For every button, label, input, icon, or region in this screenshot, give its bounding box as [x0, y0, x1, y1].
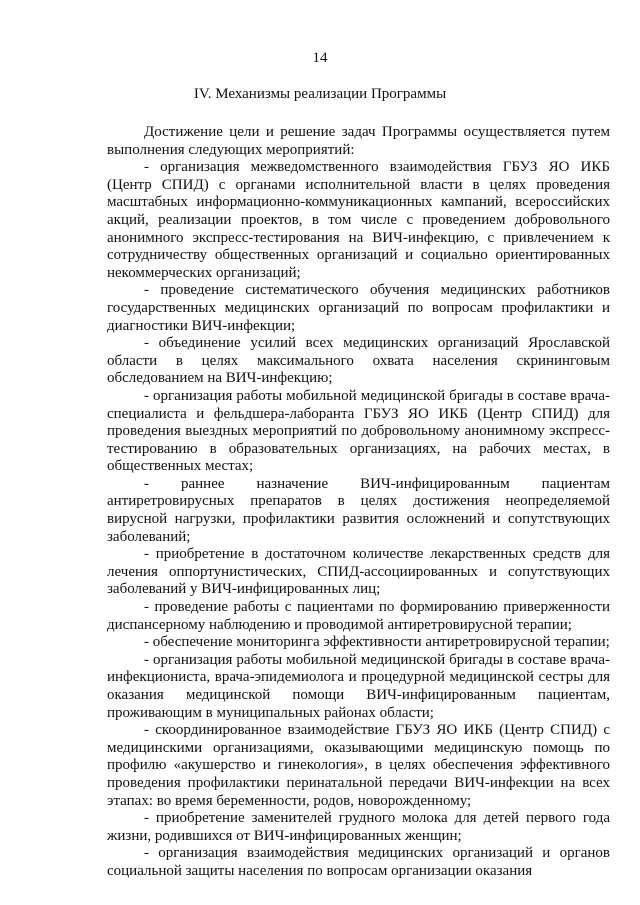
list-item: - приобретение в достаточном количестве лекарственных средств для лечения оппортунистических, СПИД-ассоциированных и сопутствующих заболеваний у ВИЧ-инфицированных лиц; — [107, 546, 610, 598]
list-item: - проведение работы с пациентами по формированию приверженности диспансерному наблюдению и проводимой антиретровирусной терапии; — [107, 599, 610, 633]
list-item: - раннее назначение ВИЧ-инфицированным пациентам антиретровирусных препаратов в целях достижения неопределяемой вирусной нагрузки, профилактики развития осложнений и сопутствующих заболеваний; — [107, 475, 610, 545]
intro-paragraph: Достижение цели и решение задач Программы осуществляется путем выполнения следующих мероприятий: — [107, 124, 610, 158]
list-item: - организация работы мобильной медицинской бригады в составе врача-инфекциониста, врача-эпидемиолога и процедурной медицинской сестры для оказания медицинской помощи ВИЧ-инфицированным пациентам, проживающим в муниципальных районах области; — [107, 651, 610, 721]
list-item: - приобретение заменителей грудного молока для детей первого года жизни, родившихся от ВИЧ-инфицированных женщин; — [107, 810, 610, 844]
body-text — [107, 124, 610, 881]
list-item: - обеспечение мониторинга эффективности антиретровирусной терапии; — [144, 634, 610, 651]
list-item: - организация работы мобильной медицинской бригады в составе врача-специалиста и фельдшера-лаборанта ГБУЗ ЯО ИКБ (Центр СПИД) для проведения выездных мероприятий по добровольному анонимному экспресс-тестированию в образовательных организациях, на рабочих местах, в общественных местах; — [107, 387, 610, 475]
list-item: - скоординированное взаимодействие ГБУЗ ЯО ИКБ (Центр СПИД) с медицинскими организациями, оказывающими медицинскую помощь по профилю «акушерство и гинекология», в целях обеспечения эффективного проведения профилактики перинатальной передачи ВИЧ-инфекции на всех этапах: во время беременности, родов, новорожденному; — [107, 722, 610, 809]
page-number: 14 — [312, 50, 328, 66]
section-title: IV. Механизмы реализации Программы — [193, 86, 447, 102]
list-item: - объединение усилий всех медицинских организаций Ярославской области в целях максимального охвата населения скрининговым обследованием на ВИЧ-инфекцию; — [107, 335, 610, 387]
list-item: - проведение систематического обучения медицинских работников государственных медицинских организаций по вопросам профилактики и диагностики ВИЧ-инфекции; — [107, 282, 610, 334]
list-item: - организация взаимодействия медицинских организаций и органов социальной защиты населения по вопросам организации оказания — [107, 845, 610, 879]
list-item: - организация межведомственного взаимодействия ГБУЗ ЯО ИКБ (Центр СПИД) с органами исполнительной власти в целях проведения масштабных информационно-коммуникационных кампаний, всероссийских акций, реализации проектов, в том числе с проведением добровольного анонимного экспресс-тестирования на ВИЧ-инфекцию, с привлечением к сотрудничеству общественных организаций и социально ориентированных некоммерческих организаций; — [107, 159, 610, 281]
